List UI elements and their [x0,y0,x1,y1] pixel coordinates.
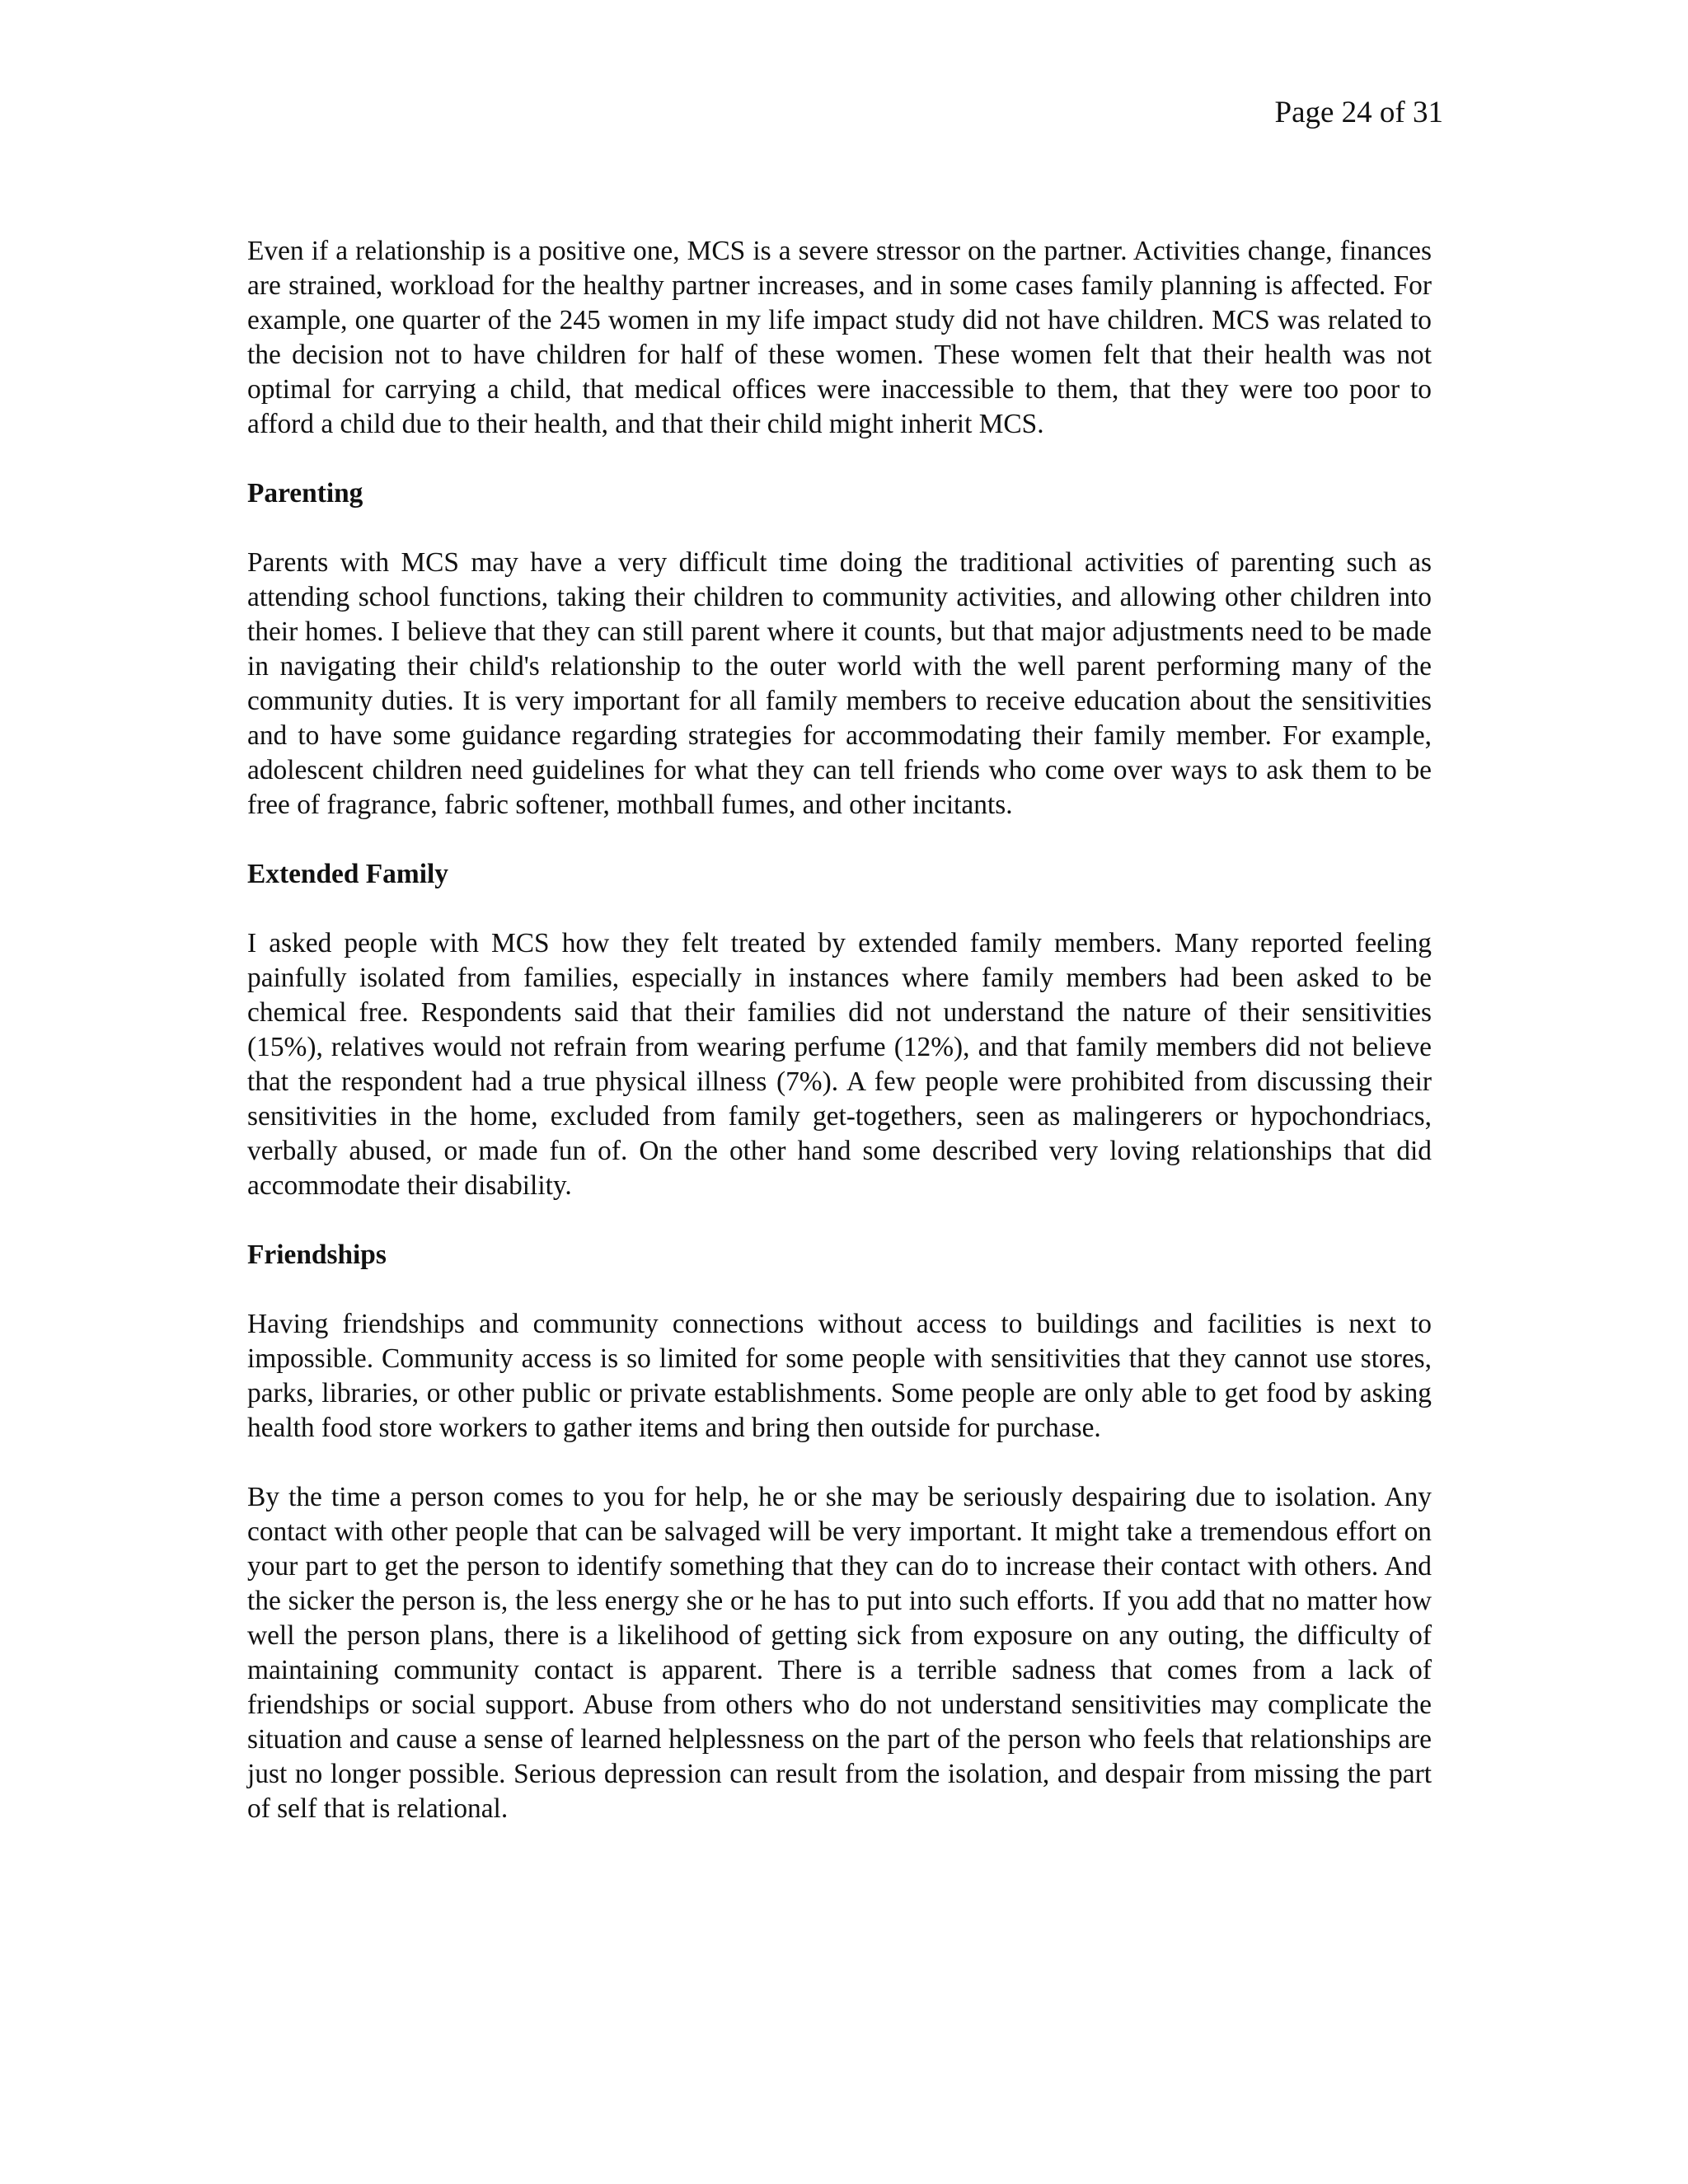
intro-paragraph: Even if a relationship is a positive one, MCS is a severe stressor on the partner. Activities change, finances are strained, workload for the healthy partner increases, and in some cases family planning is affected. For example, one quarter of the 245 women in my life impact study did not have children. MCS was related to the decision not to have children for half of these women. These women felt that their health was not optimal for carrying a child, that medical offices were inaccessible to them, that they were too poor to afford a child due to their health, and that their child might inherit MCS. [247,236,1432,439]
friendships-paragraph-1: Having friendships and community connections without access to buildings and facilities is next to impossible. Community access is so limited for some people with sensitivities that they cannot use stores, parks, libraries, or other public or private establishments. Some people are only able to get food by asking health food store workers to gather items and bring then outside for purchase. [247,1309,1432,1443]
extended-family-heading: Extended Family [247,859,448,889]
friendships-heading: Friendships [247,1240,387,1270]
extended-family-paragraph: I asked people with MCS how they felt treated by extended family members. Many reported feeling painfully isolated from families, especially in instances where family members had been asked to be chemical free. Respondents said that their families did not understand the nature of their sensitivities (15%), relatives would not refrain from wearing perfume (12%), and that family members did not believe that the respondent had a true physical illness (7%). A few people were prohibited from discussing their sensitivities in the home, excluded from family get-togethers, seen as malingerers or hypochondriacs, verbally abused, or made fun of. On the other hand some described very loving relationships that did accommodate their disability. [247,928,1432,1201]
friendships-paragraph-2: By the time a person comes to you for help, he or she may be seriously despairing due to isolation. Any contact with other people that can be salvaged will be very important. It might take a tremendous effort on your part to get the person to identify something that they can do to increase their contact with others. And the sicker the person is, the less energy she or he has to put into such efforts. If you add that no matter how well the person plans, there is a likelihood of getting sick from exposure on any outing, the difficulty of maintaining community contact is apparent. There is a terrible sadness that comes from a lack of friendships or social support. Abuse from others who do not understand sensitivities may complicate the situation and cause a sense of learned helplessness on the part of the person who feels that relationships are just no longer possible. Serious depression can result from the isolation, and despair from missing the part of self that is relational. [247,1482,1432,1824]
parenting-paragraph: Parents with MCS may have a very difficult time doing the traditional activities of parenting such as attending school functions, taking their children to community activities, and allowing other children into their homes. I believe that they can still parent where it counts, but that major adjustments need to be made in navigating their child's relationship to the outer world with the well parent performing many of the community duties. It is very important for all family members to receive education about the sensitivities and to have some guidance regarding strategies for accommodating their family member. For example, adolescent children need guidelines for what they can tell friends who come over ways to ask them to be free of fragrance, fabric softener, mothball fumes, and other incitants. [247,547,1432,820]
page-number: Page 24 of 31 [1274,96,1443,129]
document-body [247,234,1432,1861]
parenting-heading: Parenting [247,478,363,509]
